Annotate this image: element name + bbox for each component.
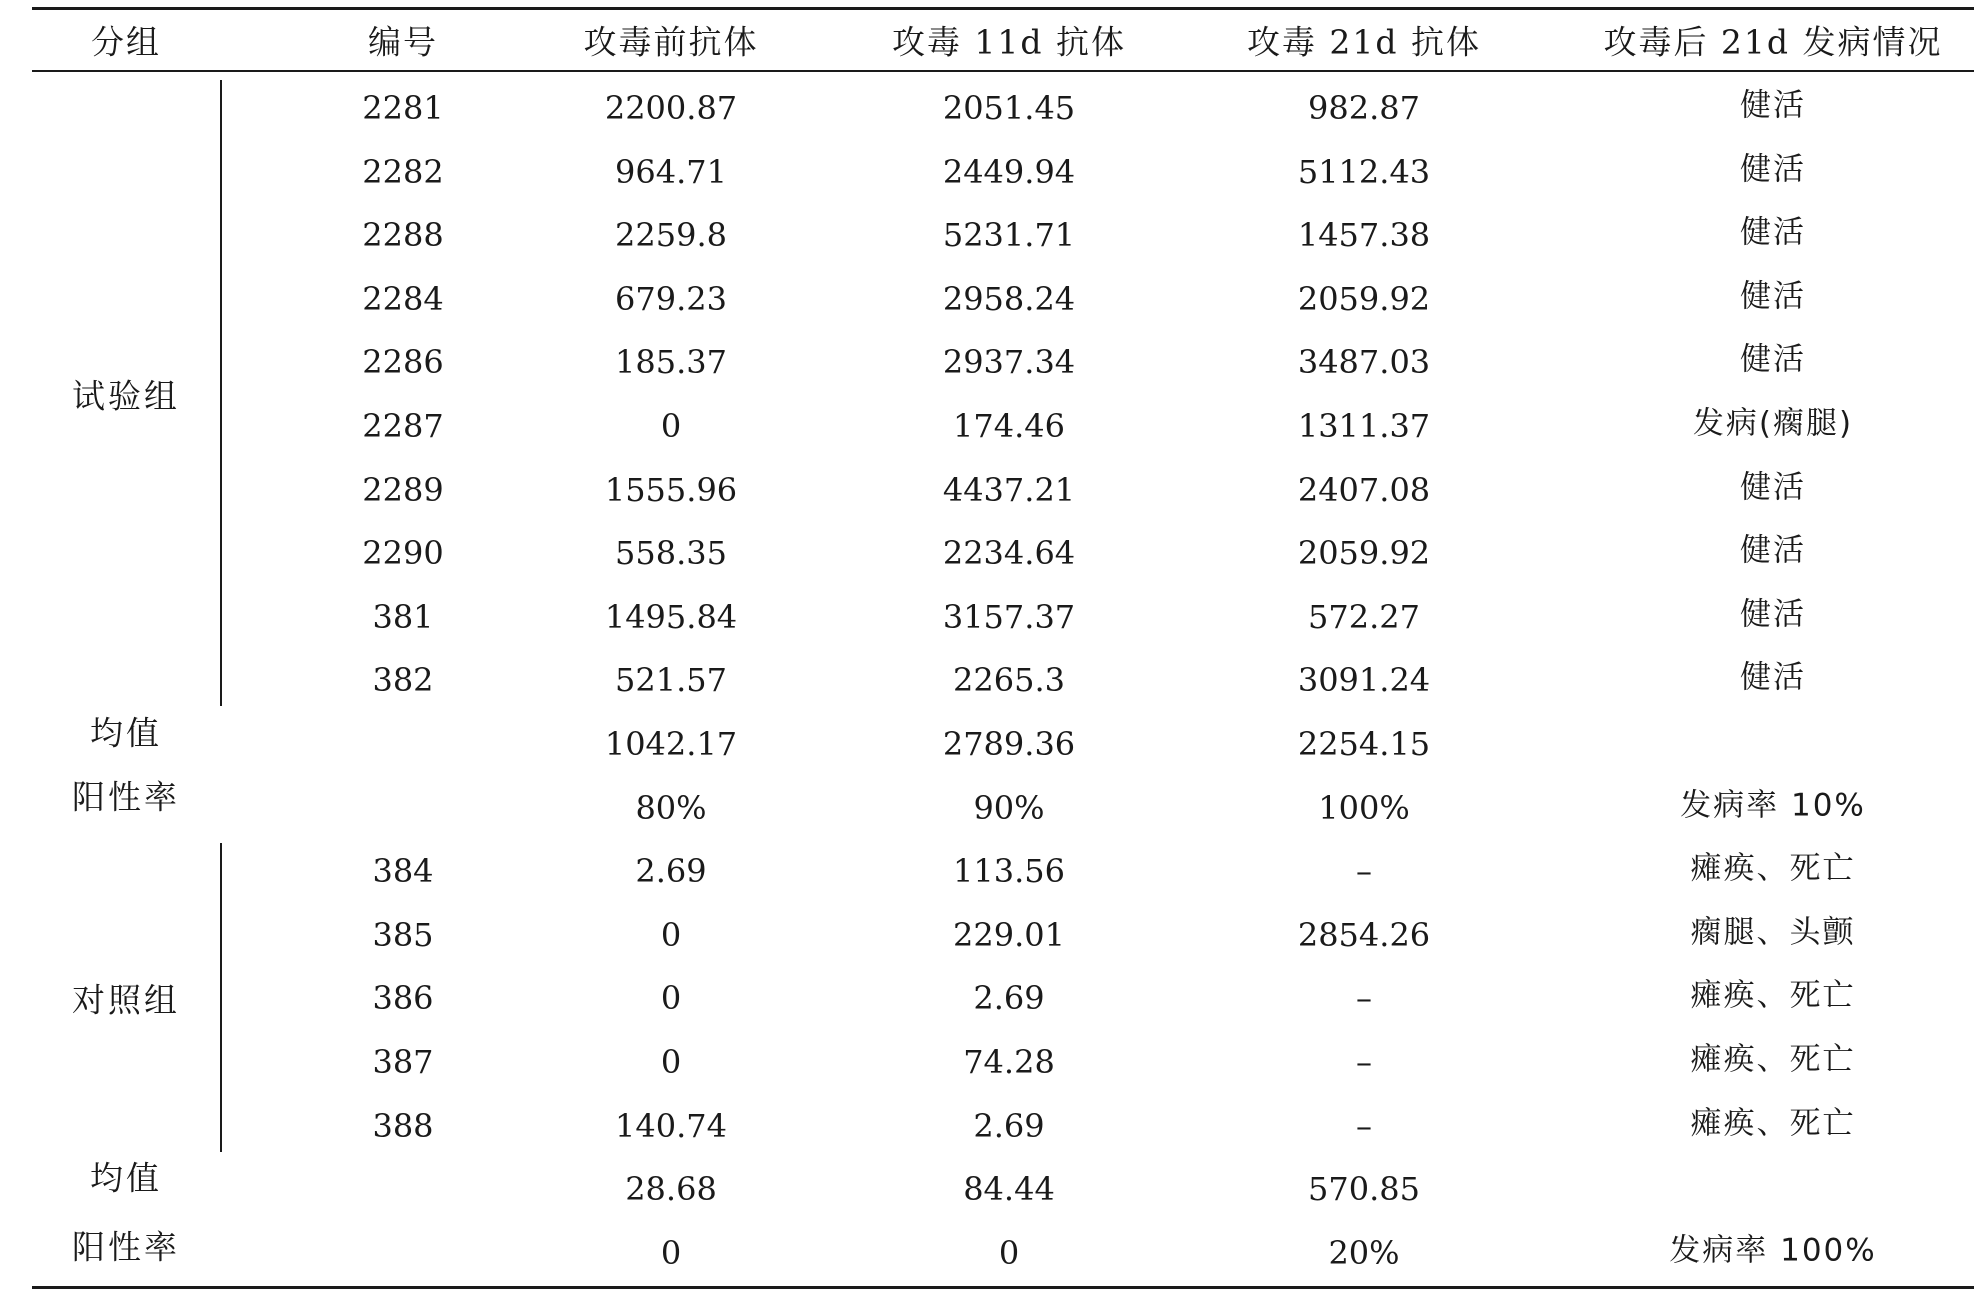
positive-21d-antibody: 100% — [1318, 788, 1410, 827]
cell-id: 2290 — [362, 534, 444, 573]
cell-outcome: 健活 — [1740, 87, 1806, 124]
cell-11d-antibody: 2.69 — [973, 1106, 1045, 1145]
cell-11d-antibody: 229.01 — [953, 915, 1065, 954]
cell-11d-antibody: 2937.34 — [942, 343, 1076, 382]
positive-11d-antibody: 90% — [973, 788, 1045, 827]
cell-id: 388 — [372, 1106, 434, 1145]
mean-11d-antibody: 2789.36 — [942, 725, 1076, 763]
incidence-rate: 发病率 100% — [1669, 1232, 1877, 1269]
cell-id: 2284 — [362, 279, 444, 318]
cell-21d-antibody: 5112.43 — [1297, 152, 1431, 191]
cell-21d-antibody: – — [1356, 852, 1372, 891]
cell-21d-antibody: 982.87 — [1308, 89, 1420, 127]
cell-11d-antibody: 113.56 — [953, 852, 1065, 891]
cell-11d-antibody: 5231.71 — [942, 216, 1076, 255]
cell-id: 387 — [372, 1043, 434, 1081]
cell-id: 2281 — [362, 89, 444, 127]
cell-outcome: 健活 — [1740, 214, 1806, 251]
cell-outcome: 健活 — [1740, 469, 1806, 506]
header-group: 分组 — [91, 22, 161, 62]
cell-outcome: 瘫痪、死亡 — [1690, 977, 1856, 1014]
positive-21d-antibody: 20% — [1328, 1233, 1400, 1272]
header-21d-outcome: 攻毒后 21d 发病情况 — [1603, 22, 1943, 62]
cell-id: 386 — [372, 979, 434, 1018]
cell-21d-antibody: 3091.24 — [1297, 661, 1431, 700]
cell-pre-antibody: 0 — [660, 979, 682, 1018]
cell-pre-antibody: 558.35 — [615, 534, 727, 573]
cell-id: 2289 — [362, 470, 444, 509]
group-label-test: 试验组 — [72, 376, 180, 416]
cell-21d-antibody: – — [1356, 1106, 1372, 1145]
table-header-rule — [32, 70, 1974, 72]
cell-21d-antibody: 572.27 — [1308, 597, 1420, 636]
cell-id: 381 — [372, 597, 434, 636]
cell-11d-antibody: 3157.37 — [942, 597, 1076, 636]
mean-11d-antibody: 84.44 — [963, 1170, 1055, 1209]
cell-outcome: 健活 — [1740, 659, 1806, 696]
cell-11d-antibody: 174.46 — [953, 407, 1065, 445]
cell-id: 2286 — [362, 343, 444, 382]
cell-outcome: 瘸腿、头颤 — [1690, 914, 1856, 951]
positive-pre-antibody: 80% — [635, 788, 707, 827]
incidence-rate: 发病率 10% — [1680, 787, 1866, 824]
mean-pre-antibody: 1042.17 — [604, 725, 738, 763]
cell-11d-antibody: 74.28 — [963, 1043, 1055, 1081]
cell-11d-antibody: 2.69 — [973, 979, 1045, 1018]
header-21d-antibody: 攻毒 21d 抗体 — [1246, 22, 1482, 62]
cell-11d-antibody: 4437.21 — [942, 470, 1076, 509]
cell-outcome: 健活 — [1740, 596, 1806, 633]
cell-21d-antibody: 3487.03 — [1297, 343, 1431, 382]
cell-21d-antibody: 2059.92 — [1297, 534, 1431, 573]
cell-id: 382 — [372, 661, 434, 700]
cell-outcome: 瘫痪、死亡 — [1690, 1041, 1856, 1078]
cell-outcome: 瘫痪、死亡 — [1690, 1105, 1856, 1142]
mean-21d-antibody: 2254.15 — [1297, 725, 1431, 763]
cell-pre-antibody: 679.23 — [615, 279, 727, 318]
mean-label: 均值 — [90, 713, 162, 753]
cell-pre-antibody: 185.37 — [615, 343, 727, 382]
cell-pre-antibody: 2259.8 — [615, 216, 727, 255]
cell-id: 2282 — [362, 152, 444, 191]
cell-outcome: 健活 — [1740, 151, 1806, 188]
cell-pre-antibody: 1495.84 — [604, 597, 738, 636]
cell-outcome: 健活 — [1740, 278, 1806, 315]
mean-pre-antibody: 28.68 — [625, 1170, 717, 1209]
cell-21d-antibody: – — [1356, 1043, 1372, 1081]
header-11d-antibody: 攻毒 11d 抗体 — [891, 22, 1127, 62]
header-id: 编号 — [368, 22, 438, 62]
cell-11d-antibody: 2051.45 — [942, 89, 1076, 127]
table-bottom-rule — [32, 1286, 1974, 1289]
cell-11d-antibody: 2958.24 — [942, 279, 1076, 318]
mean-21d-antibody: 570.85 — [1308, 1170, 1420, 1209]
cell-21d-antibody: – — [1356, 979, 1372, 1018]
positive-rate-label: 阳性率 — [72, 1227, 180, 1267]
positive-pre-antibody: 0 — [660, 1233, 682, 1272]
mean-label: 均值 — [90, 1158, 162, 1198]
cell-21d-antibody: 2059.92 — [1297, 279, 1431, 318]
cell-21d-antibody: 2854.26 — [1297, 915, 1431, 954]
cell-pre-antibody: 2.69 — [635, 852, 707, 891]
cell-pre-antibody: 0 — [660, 1043, 682, 1081]
cell-11d-antibody: 2449.94 — [942, 152, 1076, 191]
cell-pre-antibody: 521.57 — [615, 661, 727, 700]
cell-pre-antibody: 1555.96 — [604, 470, 738, 509]
cell-pre-antibody: 964.71 — [615, 152, 727, 191]
cell-pre-antibody: 140.74 — [615, 1106, 727, 1145]
group-label-control: 对照组 — [72, 980, 180, 1020]
table-top-rule — [32, 7, 1974, 10]
cell-11d-antibody: 2265.3 — [953, 661, 1065, 700]
cell-id: 2288 — [362, 216, 444, 255]
cell-21d-antibody: 1457.38 — [1297, 216, 1431, 255]
cell-id: 384 — [372, 852, 434, 891]
cell-id: 2287 — [362, 407, 444, 445]
cell-21d-antibody: 1311.37 — [1297, 407, 1431, 445]
cell-outcome: 健活 — [1740, 341, 1806, 378]
group-bracket-test — [220, 80, 222, 706]
header-pre-antibody: 攻毒前抗体 — [583, 22, 759, 62]
cell-pre-antibody: 0 — [660, 915, 682, 954]
cell-id: 385 — [372, 915, 434, 954]
cell-pre-antibody: 0 — [660, 407, 682, 445]
positive-11d-antibody: 0 — [998, 1233, 1020, 1272]
cell-11d-antibody: 2234.64 — [942, 534, 1076, 573]
cell-outcome: 健活 — [1740, 532, 1806, 569]
group-bracket-control — [220, 843, 222, 1151]
cell-pre-antibody: 2200.87 — [604, 89, 738, 127]
cell-outcome: 瘫痪、死亡 — [1690, 850, 1856, 887]
positive-rate-label: 阳性率 — [72, 777, 180, 817]
cell-21d-antibody: 2407.08 — [1297, 470, 1431, 509]
cell-outcome: 发病(瘸腿) — [1692, 405, 1854, 442]
